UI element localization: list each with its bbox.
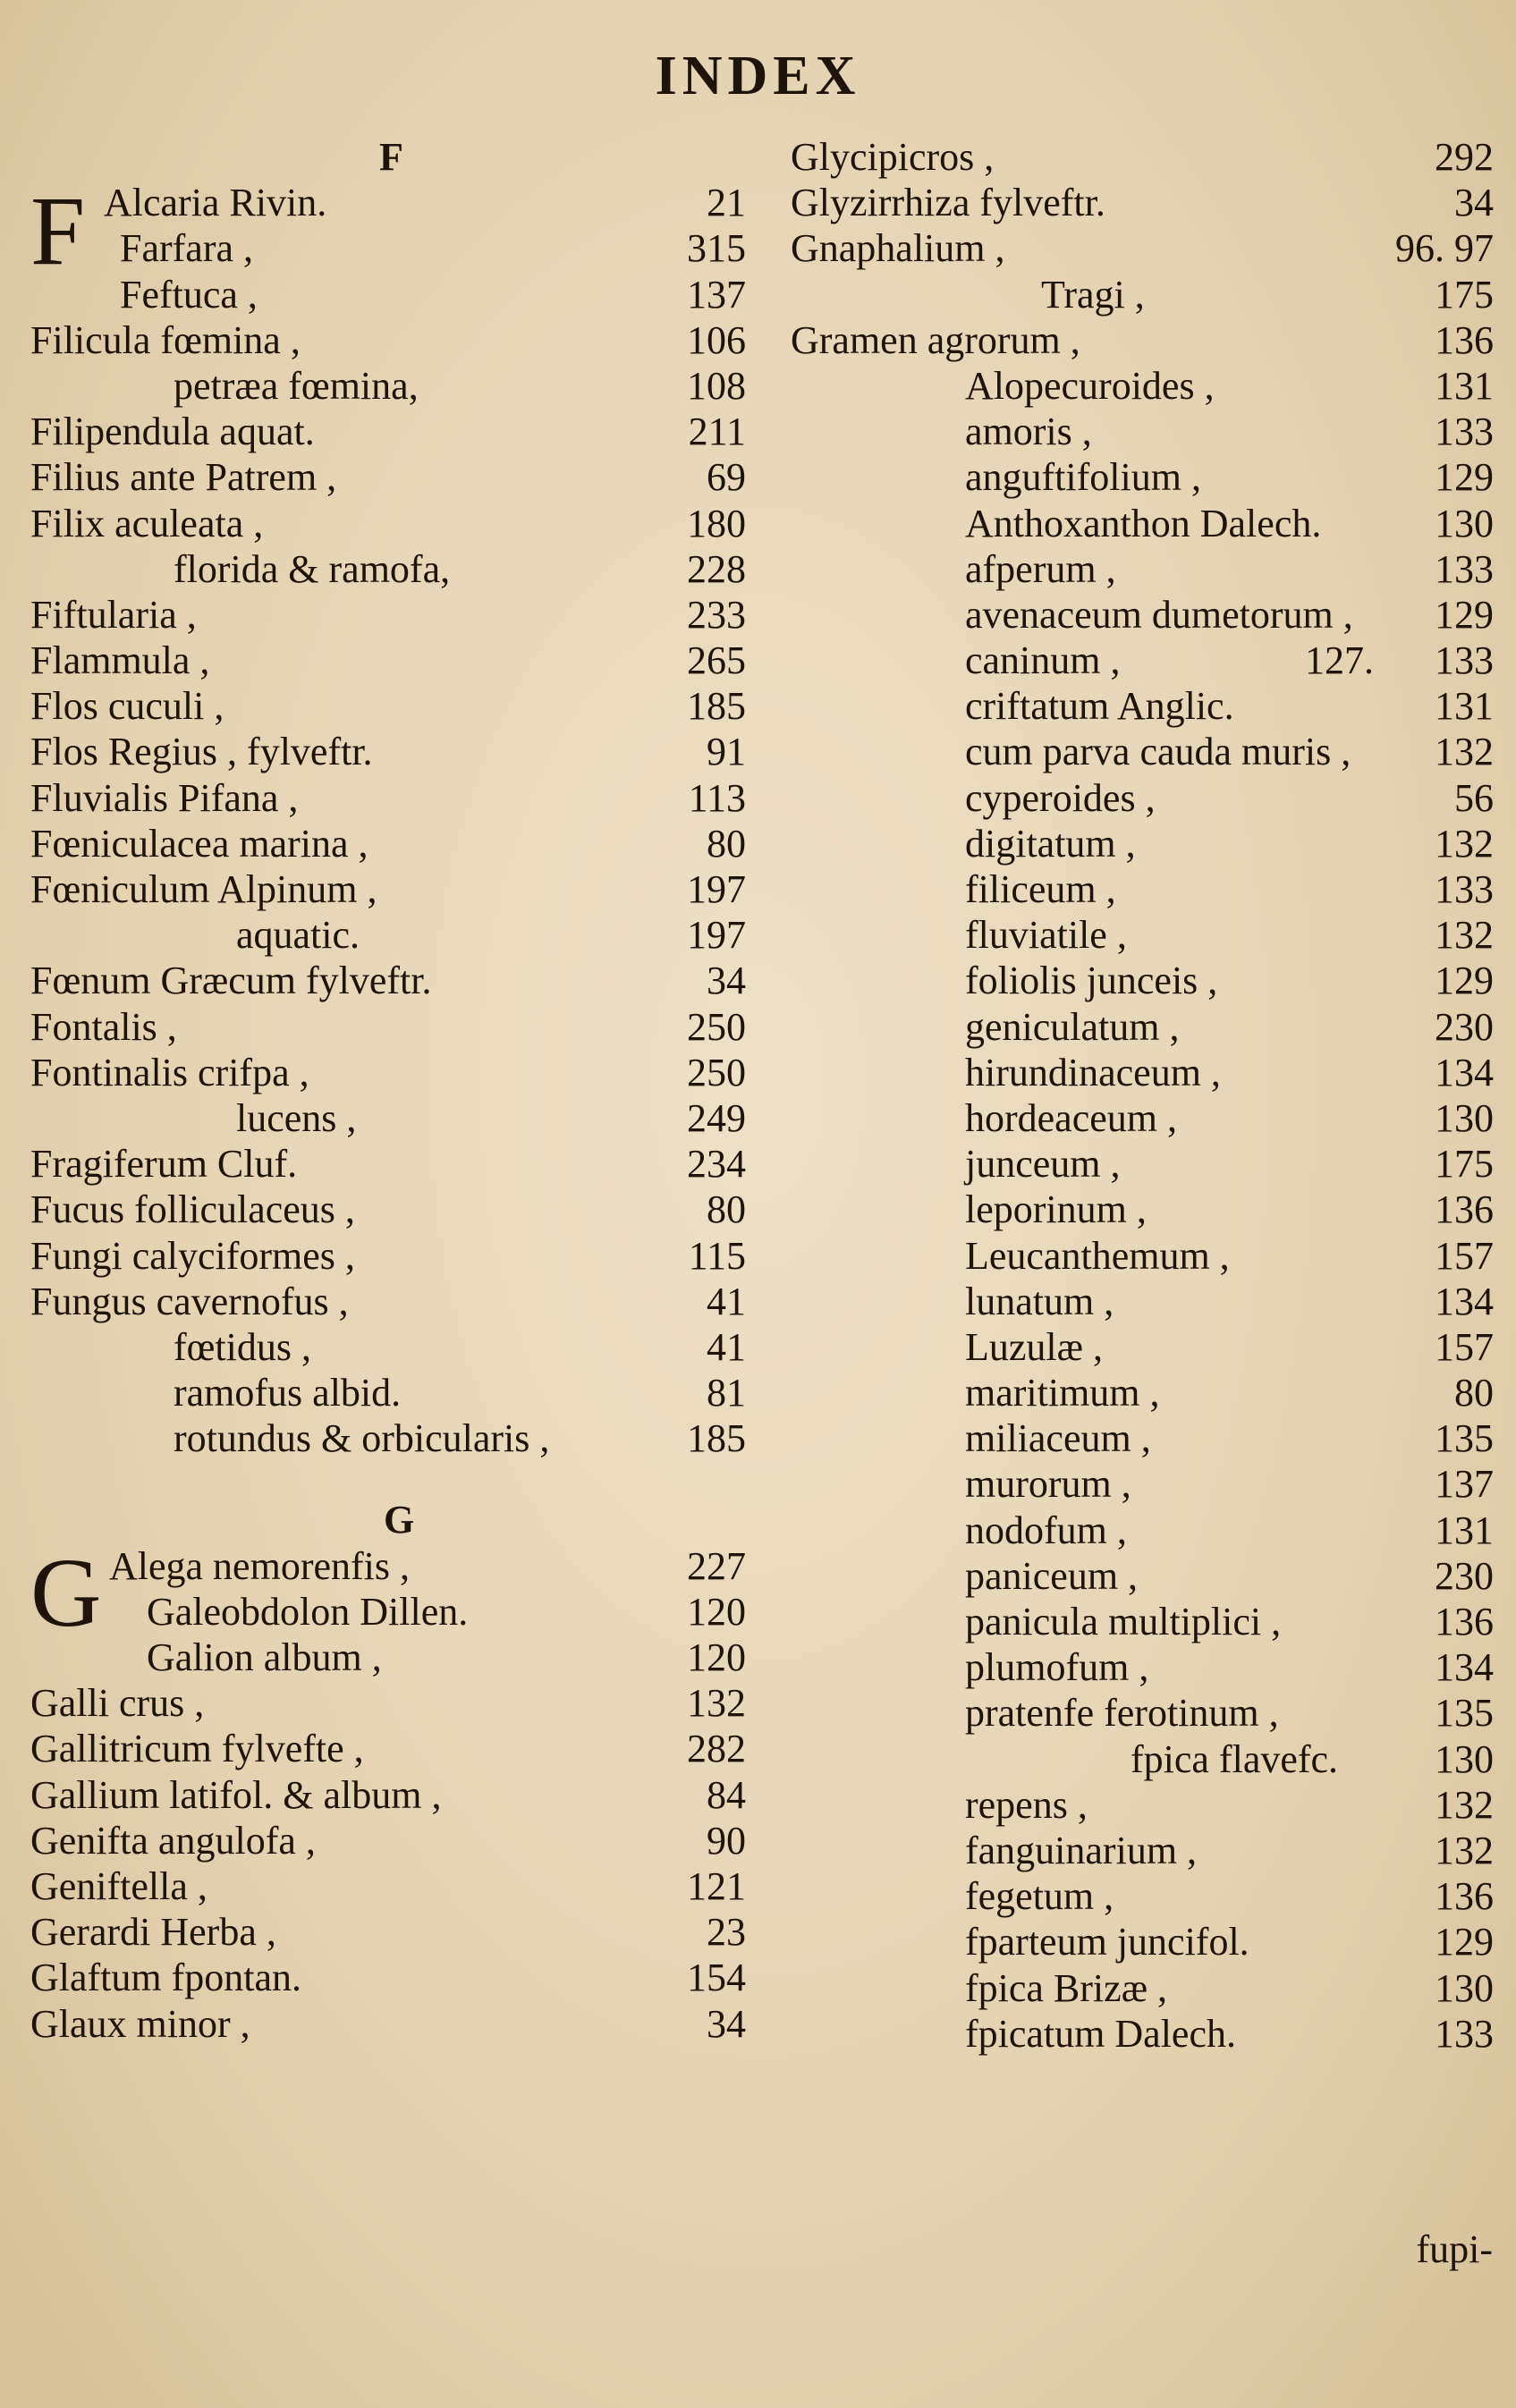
- index-term: Fontinalis crifpa ,: [30, 1050, 309, 1094]
- index-page-number: 197: [687, 913, 746, 958]
- index-entry: [791, 1873, 1494, 1919]
- index-term: fanguinarium ,: [965, 1828, 1198, 1872]
- index-entry: [791, 1279, 1494, 1324]
- index-page-number: 265: [687, 638, 746, 683]
- index-page-number: 175: [1435, 1142, 1494, 1187]
- index-entry: [791, 1644, 1494, 1690]
- index-page-number: 136: [1435, 317, 1494, 362]
- index-entry: [30, 272, 746, 317]
- index-page-number: 115: [688, 1233, 746, 1278]
- index-page-number: 34: [707, 959, 746, 1003]
- index-page-number: 315: [687, 226, 746, 271]
- index-page-number: 132: [1435, 821, 1494, 866]
- index-entry: [791, 2011, 1494, 2057]
- index-entry: [791, 1415, 1494, 1461]
- index-term: lunatum ,: [965, 1279, 1114, 1323]
- section-heading-g: G: [384, 1498, 415, 1542]
- index-entry: [791, 180, 1494, 225]
- index-entry: [30, 363, 746, 409]
- index-term: Filix aculeata ,: [30, 501, 264, 545]
- index-page-number: 84: [707, 1772, 746, 1817]
- index-term: Anthoxanthon Dalech.: [965, 501, 1322, 545]
- index-entry: [791, 1050, 1494, 1095]
- index-page-number: 131: [1435, 363, 1494, 408]
- index-term: Gerardi Herba ,: [30, 1910, 276, 1955]
- index-page-number: 41: [707, 1324, 746, 1369]
- index-entry: [30, 1095, 746, 1141]
- index-term: hordeaceum ,: [965, 1095, 1177, 1140]
- index-entry: [30, 546, 746, 592]
- index-term: miliaceum ,: [965, 1416, 1151, 1461]
- index-term: fegetum ,: [965, 1874, 1114, 1919]
- index-entry: [791, 1233, 1494, 1279]
- index-term: fpica Brizæ ,: [965, 1965, 1168, 2010]
- index-term: Galion album ,: [147, 1635, 382, 1679]
- dropcap-f: F: [30, 176, 86, 286]
- index-term: geniculatum ,: [965, 1004, 1180, 1049]
- index-term: Glaftum fpontan.: [30, 1956, 302, 2000]
- index-entry: [791, 363, 1494, 409]
- index-page-number: 130: [1435, 1095, 1494, 1140]
- index-term: Flos cuculi ,: [30, 684, 224, 729]
- index-page-number: 230: [1435, 1004, 1494, 1049]
- index-entry: [30, 866, 746, 912]
- index-page-number: 132: [1435, 913, 1494, 958]
- index-entry: [30, 1279, 746, 1324]
- index-page-number: 135: [1435, 1416, 1494, 1461]
- index-entry: [791, 1004, 1494, 1050]
- index-term: Fœnum Græcum fylveftr.: [30, 959, 432, 1003]
- index-page-number: 133: [1435, 410, 1494, 454]
- index-entry: [791, 729, 1494, 774]
- index-term: fœtidus ,: [174, 1324, 311, 1369]
- index-term: rotundus & orbicularis ,: [174, 1416, 550, 1461]
- index-page-number: 137: [687, 272, 746, 317]
- index-page-number: 133: [1435, 546, 1494, 591]
- index-entry: [30, 1370, 746, 1415]
- index-term: caninum ,: [965, 638, 1121, 683]
- index-entry: [791, 225, 1494, 271]
- index-page-number: 230: [1435, 1553, 1494, 1598]
- index-entry: [791, 683, 1494, 729]
- index-page-number: 120: [687, 1589, 746, 1634]
- index-page-number: 227: [687, 1543, 746, 1588]
- index-page-number: 129: [1435, 1920, 1494, 1964]
- index-page-number: 131: [1435, 1508, 1494, 1552]
- index-entry: [791, 1508, 1494, 1553]
- index-term: Fœniculacea marina ,: [30, 821, 368, 866]
- index-term: Glyzirrhiza fylveftr.: [791, 181, 1105, 225]
- index-term: Flos Regius , fylveftr.: [30, 730, 373, 774]
- index-term: Fontalis ,: [30, 1004, 177, 1049]
- page-title: INDEX: [655, 46, 861, 106]
- index-entry: [791, 866, 1494, 912]
- index-term: cyperoides ,: [965, 775, 1156, 820]
- index-entry: [791, 546, 1494, 592]
- index-term: maritimum ,: [965, 1371, 1160, 1415]
- index-entry: [30, 1589, 746, 1635]
- index-page-number: 129: [1435, 959, 1494, 1003]
- index-term: Fœniculum Alpinum ,: [30, 867, 377, 911]
- index-page-number: 233: [687, 592, 746, 637]
- index-page-number: 130: [1435, 1736, 1494, 1781]
- index-page-number: 134: [1435, 1050, 1494, 1094]
- index-page-number: 175: [1435, 272, 1494, 317]
- index-term: Alcaria Rivin.: [104, 181, 327, 225]
- index-page-number: 69: [707, 455, 746, 500]
- index-term: Glaux minor ,: [30, 2001, 250, 2046]
- index-entry: [791, 1782, 1494, 1828]
- index-term: florida & ramofa,: [174, 546, 451, 591]
- index-term: Fragiferum Cluf.: [30, 1142, 298, 1187]
- index-page-number: 211: [688, 410, 746, 454]
- index-entry: [791, 1370, 1494, 1415]
- index-entry: [30, 1955, 746, 2000]
- index-entry: [30, 180, 746, 225]
- index-term: leporinum ,: [965, 1187, 1147, 1232]
- index-term: pratenfe ferotinum ,: [965, 1691, 1279, 1736]
- index-entry: [30, 225, 746, 271]
- index-page-number: 108: [687, 363, 746, 408]
- index-entry: [30, 1818, 746, 1863]
- index-page-number: 21: [707, 181, 746, 225]
- index-page-number: 134: [1435, 1645, 1494, 1690]
- index-page-number: 157: [1435, 1324, 1494, 1369]
- index-page-number: 185: [687, 684, 746, 729]
- index-term: cum parva cauda muris ,: [965, 730, 1351, 774]
- index-term: filiceum ,: [965, 867, 1116, 911]
- index-page-number: 130: [1435, 501, 1494, 545]
- dropcap-g: G: [30, 1537, 102, 1647]
- index-entry: [30, 958, 746, 1003]
- index-page-number: 157: [1435, 1233, 1494, 1278]
- index-entry: [791, 409, 1494, 454]
- index-entry: [30, 1635, 746, 1680]
- index-entry: [791, 501, 1494, 546]
- index-term: nodofum ,: [965, 1508, 1127, 1552]
- index-entry: [791, 317, 1494, 363]
- index-entry: [791, 1461, 1494, 1507]
- index-entry: [30, 1680, 746, 1726]
- index-page-number: 292: [1435, 135, 1494, 179]
- index-page-number: 234: [687, 1142, 746, 1187]
- index-entry: [791, 1324, 1494, 1370]
- index-page-number: 96. 97: [1395, 226, 1494, 271]
- index-term: lucens ,: [236, 1095, 357, 1140]
- index-term: Alopecuroides ,: [965, 363, 1215, 408]
- index-entry: [30, 1543, 746, 1589]
- index-page-number: 132: [1435, 1828, 1494, 1872]
- index-page-number: 56: [1454, 775, 1494, 820]
- index-entry: [30, 1909, 746, 1955]
- index-entry: [30, 775, 746, 821]
- index-entry: [30, 912, 746, 958]
- index-term: ramofus albid.: [174, 1371, 402, 1415]
- index-term: fpica flavefc.: [1131, 1736, 1339, 1781]
- index-page-number: 134: [1435, 1279, 1494, 1323]
- index-page-number: 130: [1435, 1965, 1494, 2010]
- right-entry-list: [791, 134, 1494, 2057]
- index-entry: [30, 2001, 746, 2047]
- index-term: hirundinaceum ,: [965, 1050, 1221, 1094]
- index-page-number: 80: [707, 1187, 746, 1232]
- index-page-number: 250: [687, 1050, 746, 1094]
- index-page-number: 90: [707, 1818, 746, 1863]
- index-term: Gramen agrorum ,: [791, 317, 1080, 362]
- index-term: digitatum ,: [965, 821, 1136, 866]
- right-column: [791, 134, 1494, 2057]
- index-page-number: 133: [1435, 2011, 1494, 2056]
- index-term: Galli crus ,: [30, 1681, 205, 1726]
- index-term: Fungi calyciformes ,: [30, 1233, 355, 1278]
- index-term: Filicula fœmina ,: [30, 317, 301, 362]
- section-heading-f: F: [379, 135, 403, 179]
- index-entry: [30, 1233, 746, 1279]
- index-entry: [30, 317, 746, 363]
- index-page-number: 129: [1435, 592, 1494, 637]
- index-term: Luzulæ ,: [965, 1324, 1103, 1369]
- index-page-number: 136: [1435, 1874, 1494, 1919]
- index-entry: [791, 821, 1494, 866]
- index-term: Fiftularia ,: [30, 592, 197, 637]
- index-term: fparteum juncifol.: [965, 1920, 1249, 1964]
- index-entry: [30, 1187, 746, 1232]
- index-page-number: 282: [687, 1727, 746, 1771]
- index-entry: [30, 1415, 746, 1461]
- index-page-number: 80: [707, 821, 746, 866]
- index-page-number: 250: [687, 1004, 746, 1049]
- index-term: Gallitricum fylvefte ,: [30, 1727, 364, 1771]
- index-term: Flammula ,: [30, 638, 210, 683]
- index-term: Filipendula aquat.: [30, 410, 315, 454]
- index-page-number: 133: [1435, 867, 1494, 911]
- index-term: aquatic.: [236, 913, 360, 958]
- index-entry: [30, 1726, 746, 1771]
- index-term: Gnaphalium ,: [791, 226, 1005, 271]
- catchword: fupi-: [1416, 2227, 1493, 2271]
- index-page-number: 113: [688, 775, 746, 820]
- index-page-number: 154: [687, 1956, 746, 2000]
- index-entry: [30, 1004, 746, 1050]
- index-entry: [791, 638, 1494, 683]
- section-f-list: [30, 176, 746, 1461]
- index-entry: [791, 134, 1494, 180]
- index-page-number: 121: [687, 1863, 746, 1908]
- index-entry: [791, 1599, 1494, 1644]
- index-page-number: 180: [687, 501, 746, 545]
- index-term: afperum ,: [965, 546, 1116, 591]
- index-term: Tragi ,: [1041, 272, 1145, 317]
- index-term: Galeobdolon Dillen.: [147, 1589, 469, 1634]
- index-term: Fungus cavernofus ,: [30, 1279, 349, 1323]
- index-term: paniceum ,: [965, 1553, 1139, 1598]
- index-term: petræa fœmina,: [174, 363, 419, 408]
- index-term: Leucanthemum ,: [965, 1233, 1230, 1278]
- index-page-number: 132: [1435, 1782, 1494, 1827]
- index-page-number: 185: [687, 1416, 746, 1461]
- index-term: amoris ,: [965, 410, 1092, 454]
- index-entry: [791, 1965, 1494, 2011]
- index-entry: [30, 638, 746, 683]
- index-page-number: 34: [707, 2001, 746, 2046]
- index-term: Fluvialis Pifana ,: [30, 775, 299, 820]
- index-page-number: 133: [1435, 638, 1494, 683]
- index-entry: [30, 592, 746, 638]
- index-page-number: 129: [1435, 455, 1494, 500]
- index-entry: [791, 592, 1494, 638]
- index-entry: [30, 1324, 746, 1370]
- index-page-number: 120: [687, 1635, 746, 1679]
- index-entry: [791, 454, 1494, 500]
- index-term: fluviatile ,: [965, 913, 1127, 958]
- index-page-number: 91: [707, 730, 746, 774]
- index-entry: [791, 1553, 1494, 1599]
- index-entry: [791, 775, 1494, 821]
- index-entry: [30, 501, 746, 546]
- index-entry: [30, 1863, 746, 1909]
- index-entry: [791, 1828, 1494, 1873]
- index-entry: [791, 272, 1494, 317]
- index-entry: [30, 683, 746, 729]
- index-page-number: 137: [1435, 1462, 1494, 1507]
- index-term: plumofum ,: [965, 1645, 1149, 1690]
- index-entry: [791, 1690, 1494, 1736]
- index-page-number: 197: [687, 867, 746, 911]
- index-term: anguftifolium ,: [965, 455, 1201, 500]
- index-term: fpicatum Dalech.: [965, 2011, 1236, 2056]
- index-page-number: 249: [687, 1095, 746, 1140]
- index-page-number: 106: [687, 317, 746, 362]
- index-page-number: 132: [1435, 730, 1494, 774]
- index-entry: [791, 1095, 1494, 1141]
- index-entry: [791, 1141, 1494, 1187]
- index-term: Genifta angulofa ,: [30, 1818, 316, 1863]
- index-term: murorum ,: [965, 1462, 1131, 1507]
- index-term: Glycipicros ,: [791, 135, 995, 179]
- index-page-number: 132: [687, 1681, 746, 1726]
- index-entry: [791, 1736, 1494, 1782]
- index-term: Fucus folliculaceus ,: [30, 1187, 355, 1232]
- index-page-number: 41: [707, 1279, 746, 1323]
- index-entry: [30, 1772, 746, 1818]
- index-entry: [30, 821, 746, 866]
- index-page-number: 135: [1435, 1691, 1494, 1736]
- index-entry: [791, 1187, 1494, 1232]
- index-secondary-page: 127.: [1305, 638, 1374, 683]
- index-page-number: 81: [707, 1371, 746, 1415]
- index-entry: [30, 454, 746, 500]
- index-page-number: 34: [1454, 181, 1494, 225]
- index-term: Geniftella ,: [30, 1863, 207, 1908]
- section-g-list: [30, 1537, 746, 2047]
- index-term: avenaceum dumetorum ,: [965, 592, 1353, 637]
- index-page-number: 228: [687, 546, 746, 591]
- index-term: Filius ante Patrem ,: [30, 455, 337, 500]
- index-term: Alega nemorenfis ,: [109, 1543, 410, 1588]
- index-term: Farfara ,: [120, 226, 254, 271]
- index-entry: [791, 1919, 1494, 1964]
- index-term: Feftuca ,: [120, 272, 258, 317]
- index-term: Gallium latifol. & album ,: [30, 1772, 442, 1817]
- index-entry: [30, 1050, 746, 1095]
- index-entry: [30, 409, 746, 454]
- index-term: repens ,: [965, 1782, 1088, 1827]
- index-page-number: 136: [1435, 1600, 1494, 1643]
- index-term: criftatum Anglic.: [965, 684, 1234, 729]
- index-term: panicula multiplici ,: [965, 1600, 1282, 1643]
- index-page-number: 80: [1454, 1371, 1494, 1415]
- index-page-number: 131: [1435, 684, 1494, 729]
- index-entry: [30, 1141, 746, 1187]
- index-entry: [791, 912, 1494, 958]
- index-term: junceum ,: [965, 1142, 1121, 1187]
- index-entry: [791, 958, 1494, 1003]
- index-entry: [30, 729, 746, 774]
- index-term: foliolis junceis ,: [965, 959, 1218, 1003]
- index-page-number: 23: [707, 1910, 746, 1955]
- index-page-number: 136: [1435, 1187, 1494, 1232]
- left-column: [30, 134, 746, 2047]
